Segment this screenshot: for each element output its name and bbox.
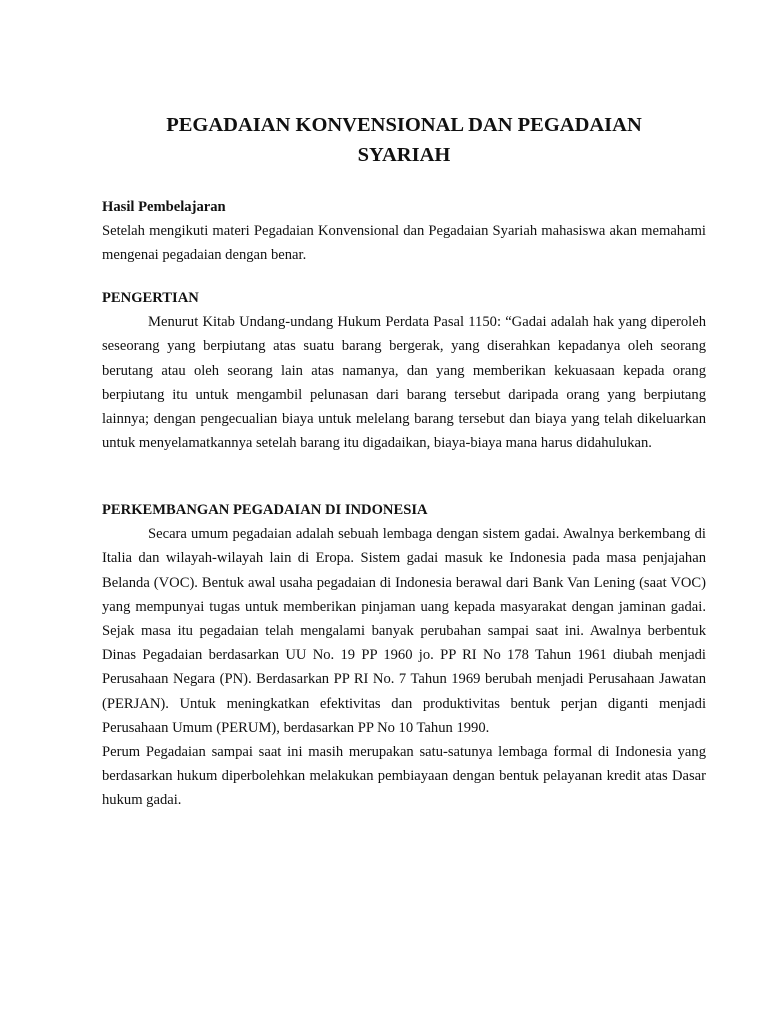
title-line-2: SYARIAH bbox=[357, 144, 451, 166]
development-heading: PERKEMBANGAN PEGADAIAN DI INDONESIA bbox=[102, 502, 428, 518]
development-paragraph-2: Perum Pegadaian sampai saat ini masih merupakan satu-satunya lembaga formal di Indonesia yang berdasarkan hukum diperbolehkan melakukan pembiayaan dengan bentuk pelayanan kredit atas Dasar hukum gadai. bbox=[102, 744, 706, 809]
learning-outcomes-section bbox=[102, 195, 706, 268]
learning-outcomes-heading: Hasil Pembelajaran bbox=[102, 199, 226, 215]
definition-heading: PENGERTIAN bbox=[102, 290, 199, 306]
learning-outcomes-text: Setelah mengikuti materi Pegadaian Konvensional dan Pegadaian Syariah mahasiswa akan memahami mengenai pegadaian dengan benar. bbox=[102, 223, 706, 264]
title-line-1: PEGADAIAN KONVENSIONAL DAN PEGADAIAN bbox=[166, 114, 642, 136]
development-paragraph-1: Secara umum pegadaian adalah sebuah lembaga dengan sistem gadai. Awalnya berkembang di Italia dan wilayah-wilayah lain di Eropa. Sistem gadai masuk ke Indonesia pada masa penjajahan Belanda (VOC). Bentuk awal usaha pegadaian di Indonesia berawal dari Bank Van Lening (saat VOC) yang mempunyai tugas untuk memberikan pinjaman uang kepada masyarakat dengan jaminan gadai. Sejak masa itu pegadaian telah mengalami banyak perubahan sampai saat ini. Awalnya berbentuk Dinas Pegadaian berdasarkan UU No. 19 PP 1960 jo. PP RI No 178 Tahun 1961 diubah menjadi Perusahaan Negara (PN). Berdasarkan PP RI No. 7 Tahun 1969 berubah menjadi Perusahaan Jawatan (PERJAN). Untuk meningkatkan efektivitas dan produktivitas bentuk perjan diganti menjadi Perusahaan Umum (PERUM), berdasarkan PP No 10 Tahun 1990. bbox=[102, 526, 706, 736]
definition-section bbox=[102, 286, 706, 455]
document-title bbox=[102, 110, 706, 170]
definition-text: Menurut Kitab Undang-undang Hukum Perdata Pasal 1150: “Gadai adalah hak yang diperoleh seseorang yang berpiutang atas suatu barang bergerak, yang diserahkan kepadanya oleh seorang berutang atau oleh seorang lain atas namanya, dan yang memberikan kekuasaan kepada orang berpiutang itu untuk mengambil pelunasan dari barang tersebut daripada orang yang berpiutang lainnya; dengan pengecualian biaya untuk melelang barang tersebut dan biaya yang telah dikeluarkan untuk menyelamatkannya setelah barang itu digadaikan, biaya-biaya mana harus didahulukan. bbox=[102, 314, 706, 452]
development-section bbox=[102, 498, 706, 813]
